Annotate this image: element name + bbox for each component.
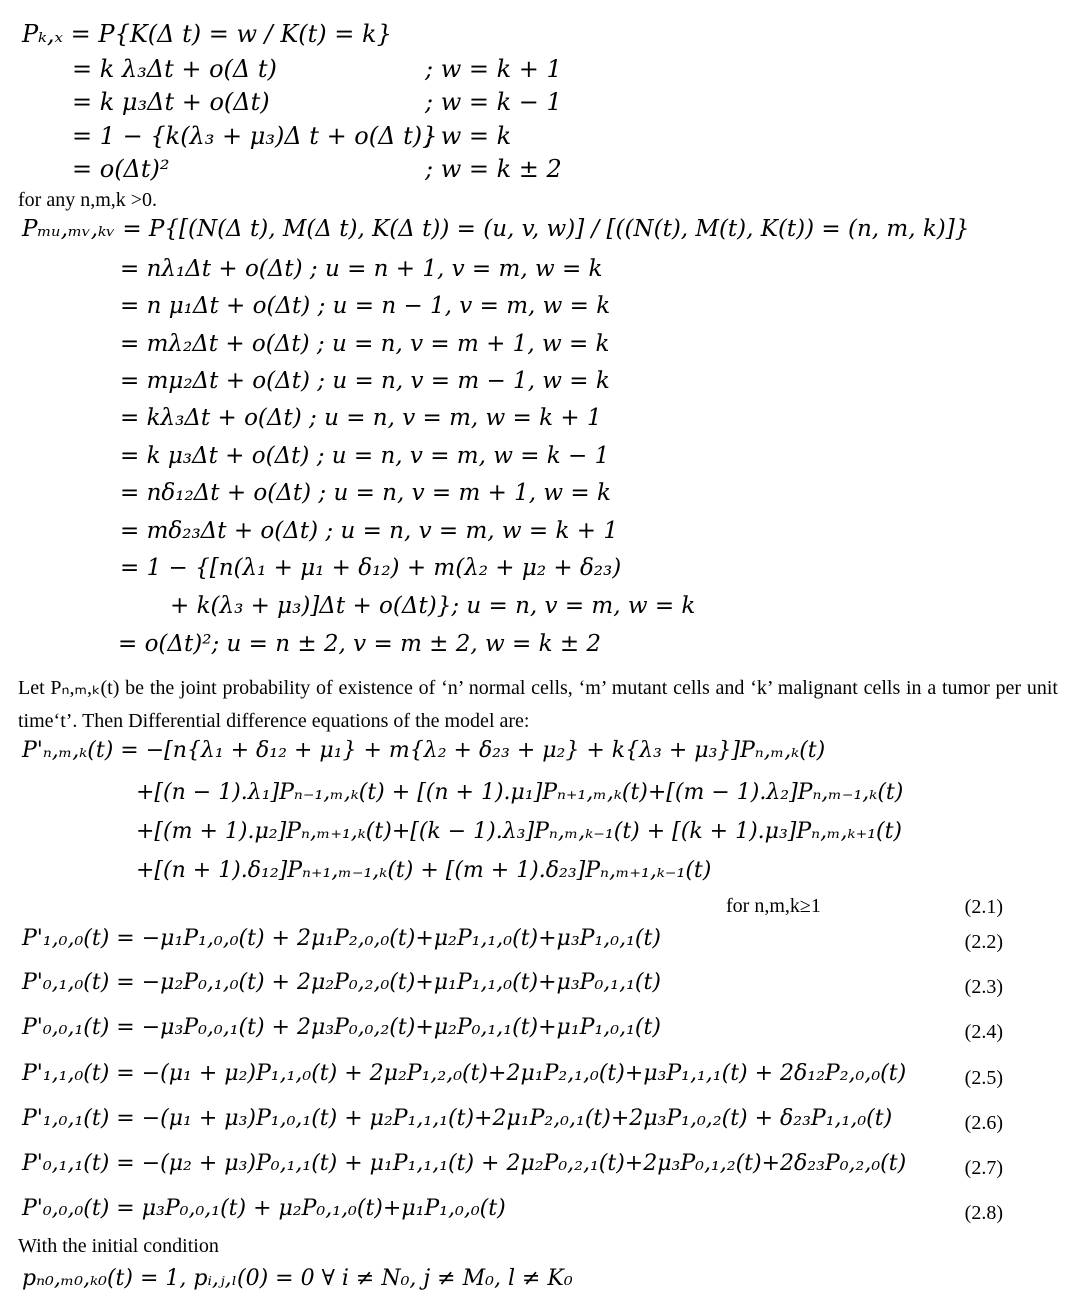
eq-number-2-5: (2.5) <box>964 1067 1003 1089</box>
pkw-cond-1: ; w = k − 1 <box>425 88 562 116</box>
let-paragraph: Let Pₙ,ₘ,ₖ(t) be the joint probability of existence of ‘n’ normal cells, ‘m’ mutant cells and ‘k’ malignant cells in a tumor per unit time‘t’. Then Differential difference equations of the model are: <box>18 677 1058 732</box>
pmu-line-0: Pₘᵤ,ₘᵥ,ₖᵥ = P{[(N(Δ t), M(Δ t), K(Δ t)) = (u, v, w)] / [((N(t), M(t), K(t)) = (n, m, k)]} <box>22 216 970 242</box>
eq-2-4: P'₀,₀,₁(t) = −μ₃P₀,₀,₁(t) + 2μ₃P₀,₀,₂(t)+μ₂P₀,₁,₁(t)+μ₁P₁,₀,₁(t) <box>22 1015 661 1040</box>
pkw-cond-3: ; w = k ± 2 <box>425 155 562 183</box>
pmu-line-10: + k(λ₃ + μ₃)]Δt + o(Δt)}; u = n, v = m, w = k <box>170 593 696 619</box>
pkw-cond-2: ; w = k <box>425 122 512 150</box>
eq-2-5: P'₁,₁,₀(t) = −(μ₁ + μ₂)P₁,₁,₀(t) + 2μ₂P₁,₂,₀(t)+2μ₁P₂,₁,₀(t)+μ₃P₁,₁,₁(t) + 2δ₁₂P₂,₀,₀(t) <box>22 1061 907 1086</box>
diff-line-1: +[(n − 1).λ₁]Pₙ₋₁,ₘ,ₖ(t) + [(n + 1).μ₁]Pₙ₊₁,ₘ,ₖ(t)+[(m − 1).λ₂]Pₙ,ₘ₋₁,ₖ(t) <box>136 780 904 805</box>
pkw-line-0: Pₖ,ₓ = P{K(Δ t) = w / K(t) = k} <box>22 20 392 48</box>
pkw-line-4: = o(Δt)² <box>72 155 170 183</box>
pmu-line-4: = mμ₂Δt + o(Δt) ; u = n, v = m − 1, w = k <box>120 368 610 394</box>
initial-condition-equation: pₙ₀,ₘ₀,ₖ₀(t) = 1, pᵢ,ⱼ,ₗ(0) = 0 ∀ i ≠ N₀, j ≠ M₀, l ≠ K₀ <box>22 1266 573 1291</box>
eq-number-2-1: (2.1) <box>964 896 1003 918</box>
pmu-line-7: = nδ₁₂Δt + o(Δt) ; u = n, v = m + 1, w = k <box>120 480 611 506</box>
pmu-line-6: = k μ₃Δt + o(Δt) ; u = n, v = m, w = k − 1 <box>120 443 610 469</box>
for-any-text: for any n,m,k >0. <box>18 189 158 211</box>
eq-number-2-4: (2.4) <box>964 1021 1003 1043</box>
diff-line-3: +[(n + 1).δ₁₂]Pₙ₊₁,ₘ₋₁,ₖ(t) + [(m + 1).δ₂₃]Pₙ,ₘ₊₁,ₖ₋₁(t) <box>136 858 712 883</box>
pkw-line-2: = k μ₃Δt + o(Δt) <box>72 88 270 116</box>
for-nmk-text: for n,m,k≥1 <box>726 895 821 917</box>
eq-2-7: P'₀,₁,₁(t) = −(μ₂ + μ₃)P₀,₁,₁(t) + μ₁P₁,₁,₁(t) + 2μ₂P₀,₂,₁(t)+2μ₃P₀,₁,₂(t)+2δ₂₃P₀,₂,₀(t) <box>22 1151 907 1176</box>
pmu-line-2: = n μ₁Δt + o(Δt) ; u = n − 1, v = m, w = k <box>120 293 611 319</box>
pmu-line-1: = nλ₁Δt + o(Δt) ; u = n + 1, v = m, w = k <box>120 256 603 282</box>
eq-number-2-3: (2.3) <box>964 976 1003 998</box>
eq-2-2: P'₁,₀,₀(t) = −μ₁P₁,₀,₀(t) + 2μ₁P₂,₀,₀(t)+μ₂P₁,₁,₀(t)+μ₃P₁,₀,₁(t) <box>22 926 661 951</box>
pkw-line-3: = 1 − {k(λ₃ + μ₃)Δ t + o(Δ t)} <box>72 122 438 150</box>
pmu-line-5: = kλ₃Δt + o(Δt) ; u = n, v = m, w = k + 1 <box>120 405 602 431</box>
eq-2-3: P'₀,₁,₀(t) = −μ₂P₀,₁,₀(t) + 2μ₂P₀,₂,₀(t)+μ₁P₁,₁,₀(t)+μ₃P₀,₁,₁(t) <box>22 970 661 995</box>
pkw-cond-0: ; w = k + 1 <box>425 55 562 83</box>
diff-line-2: +[(m + 1).μ₂]Pₙ,ₘ₊₁,ₖ(t)+[(k − 1).λ₃]Pₙ,ₘ,ₖ₋₁(t) + [(k + 1).μ₃]Pₙ,ₘ,ₖ₊₁(t) <box>136 819 903 844</box>
initial-condition-text: With the initial condition <box>18 1235 219 1257</box>
eq-number-2-8: (2.8) <box>964 1202 1003 1224</box>
pmu-line-8: = mδ₂₃Δt + o(Δt) ; u = n, v = m, w = k + 1 <box>120 518 618 544</box>
eq-number-2-7: (2.7) <box>964 1157 1003 1179</box>
eq-2-6: P'₁,₀,₁(t) = −(μ₁ + μ₃)P₁,₀,₁(t) + μ₂P₁,₁,₁(t)+2μ₁P₂,₀,₁(t)+2μ₃P₁,₀,₂(t) + δ₂₃P₁,₁,₀(t) <box>22 1106 893 1131</box>
pkw-line-1: = k λ₃Δt + o(Δ t) <box>72 55 277 83</box>
eq-2-8: P'₀,₀,₀(t) = μ₃P₀,₀,₁(t) + μ₂P₀,₁,₀(t)+μ₁P₁,₀,₀(t) <box>22 1196 506 1221</box>
eq-number-2-6: (2.6) <box>964 1112 1003 1134</box>
pmu-line-11: = o(Δt)²; u = n ± 2, v = m ± 2, w = k ± 2 <box>118 631 602 657</box>
eq-number-2-2: (2.2) <box>964 931 1003 953</box>
diff-line-0: P'ₙ,ₘ,ₖ(t) = −[n{λ₁ + δ₁₂ + μ₁} + m{λ₂ + δ₂₃ + μ₂} + k{λ₃ + μ₃}]Pₙ,ₘ,ₖ(t) <box>22 738 826 763</box>
pmu-line-9: = 1 − {[n(λ₁ + μ₁ + δ₁₂) + m(λ₂ + μ₂ + δ₂₃) <box>120 555 622 581</box>
pmu-line-3: = mλ₂Δt + o(Δt) ; u = n, v = m + 1, w = k <box>120 331 610 357</box>
